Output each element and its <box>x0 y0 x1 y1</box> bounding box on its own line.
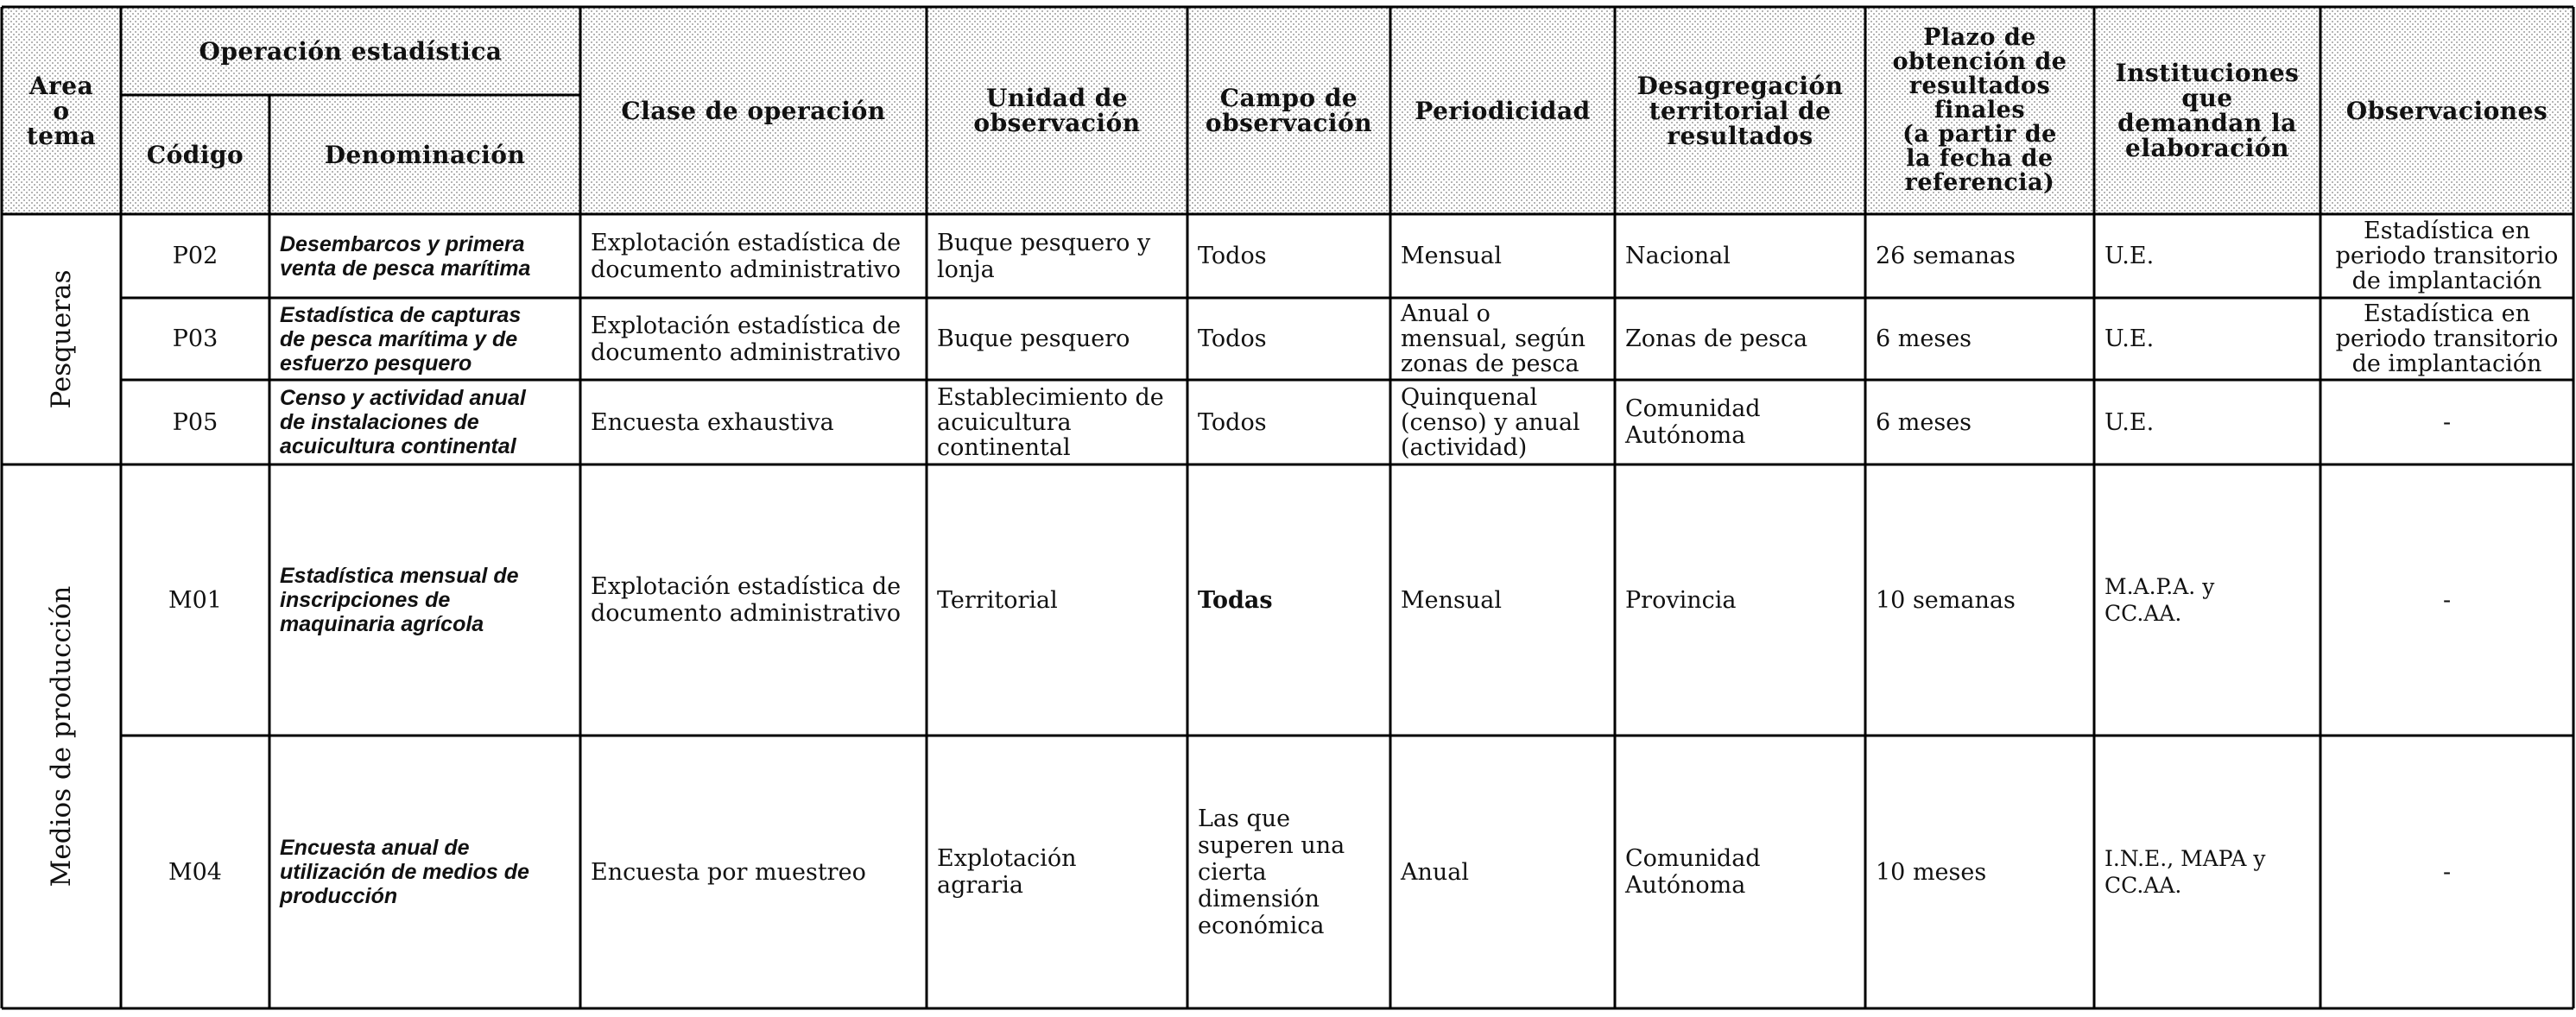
cell-periodicidad: Anual o mensual, según zonas de pesca <box>1401 300 1586 377</box>
cell-periodicidad: Mensual <box>1401 243 1502 269</box>
cell-codigo: P05 <box>172 408 218 436</box>
cell-unidad: Explotación agraria <box>937 845 1077 899</box>
cell-codigo: P02 <box>172 243 218 269</box>
header-denominacion: Denominación <box>324 140 526 169</box>
cell-unidad: Territorial <box>937 586 1058 614</box>
cell-campo: Todos <box>1198 408 1267 436</box>
header-area: Area o tema <box>26 71 97 150</box>
cell-plazo: 6 meses <box>1876 325 1972 352</box>
header-periodicidad: Periodicidad <box>1415 96 1591 125</box>
cell-desagregacion: Zonas de pesca <box>1625 325 1808 352</box>
cell-denominacion: Estadística de capturas de pesca marítima y de esfuerzo pesquero <box>280 302 522 376</box>
cell-clase: Encuesta exhaustiva <box>591 408 834 436</box>
cell-codigo: M01 <box>168 586 222 614</box>
header-instituciones: Instituciones que demandan la elaboración <box>2115 59 2300 162</box>
cell-periodicidad: Anual <box>1401 858 1470 886</box>
cell-clase: Encuesta por muestreo <box>591 858 866 886</box>
cell-observaciones: - <box>2442 586 2452 614</box>
cell-clase: Explotación estadística de documento administrativo <box>591 312 902 366</box>
cell-denominacion: Censo y actividad anual de instalaciones de acuicultura continental <box>280 386 526 458</box>
cell-instituciones: U.E. <box>2104 408 2155 436</box>
area-medios-produccion: Medios de producción <box>46 585 77 888</box>
header-campo: Campo de observación <box>1205 84 1373 137</box>
cell-campo: Todos <box>1198 243 1267 269</box>
cell-observaciones: - <box>2442 408 2452 436</box>
cell-desagregacion: Nacional <box>1625 243 1731 269</box>
cell-desagregacion: Comunidad Autónoma <box>1625 845 1761 899</box>
cell-denominacion: Encuesta anual de utilización de medios de producción <box>280 836 529 908</box>
header-operacion: Operación estadística <box>199 36 503 66</box>
cell-instituciones: U.E. <box>2104 325 2155 352</box>
area-pesqueras: Pesqueras <box>46 269 77 409</box>
cell-denominacion: Estadística mensual de inscripciones de maquinaria agrícola <box>280 564 519 636</box>
cell-plazo: 10 semanas <box>1876 586 2016 614</box>
cell-codigo: P03 <box>172 325 218 352</box>
cell-instituciones: M.A.P.A. y CC.AA. <box>2104 574 2215 626</box>
cell-denominacion: Desembarcos y primera venta de pesca marítima <box>280 231 531 281</box>
header-unidad: Unidad de observación <box>973 84 1141 137</box>
cell-campo: Las que superen una cierta dimensión económica <box>1198 805 1345 939</box>
cell-plazo: 6 meses <box>1876 408 1972 436</box>
cell-plazo: 10 meses <box>1876 858 1987 886</box>
header-observaciones: Observaciones <box>2345 96 2548 125</box>
cell-desagregacion: Provincia <box>1625 586 1737 614</box>
cell-instituciones: I.N.E., MAPA y CC.AA. <box>2104 846 2266 898</box>
header-desagregacion: Desagregación territorial de resultados <box>1636 71 1844 150</box>
cell-observaciones: Estadística en periodo transitorio de implantación <box>2335 218 2559 294</box>
cell-clase: Explotación estadística de documento administrativo <box>591 229 902 283</box>
cell-clase: Explotación estadística de documento administrativo <box>591 573 902 627</box>
cell-campo: Todos <box>1198 325 1267 352</box>
cell-observaciones: - <box>2442 858 2452 886</box>
cell-periodicidad: Quinquenal (censo) y anual (actividad) <box>1401 383 1580 461</box>
cell-unidad: Buque pesquero <box>937 325 1130 352</box>
cell-desagregacion: Comunidad Autónoma <box>1625 395 1761 449</box>
header-plazo: Plazo de obtención de resultados finales (a partir de la fecha de referencia) <box>1892 24 2067 196</box>
header-clase: Clase de operación <box>621 96 886 125</box>
cell-observaciones: Estadística en periodo transitorio de implantación <box>2335 300 2559 377</box>
cell-codigo: M04 <box>168 858 222 886</box>
cell-unidad: Buque pesquero y lonja <box>937 229 1151 283</box>
cell-campo: Todas <box>1198 586 1273 614</box>
cell-periodicidad: Mensual <box>1401 586 1502 614</box>
header-codigo: Código <box>146 140 244 169</box>
cell-instituciones: U.E. <box>2104 243 2155 269</box>
cell-unidad: Establecimiento de acuicultura continental <box>937 383 1164 461</box>
cell-plazo: 26 semanas <box>1876 243 2016 269</box>
